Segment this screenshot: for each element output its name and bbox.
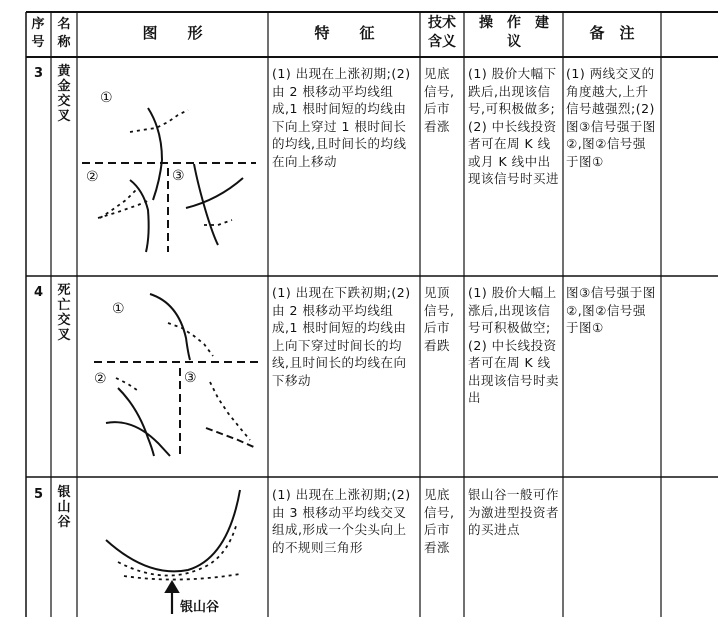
header-operation: 操 作 建 议 xyxy=(479,15,563,50)
silver-valley-diagram xyxy=(78,478,268,618)
row-5-operation: 银山谷一般可作为激进型投资者的买进点 xyxy=(468,487,560,537)
golden-cross-2-extra xyxy=(98,200,150,218)
row-3-seq: 3 xyxy=(34,66,44,81)
header-shape: 图 形 xyxy=(142,24,203,42)
death-cross-3-long-ma xyxy=(206,428,256,448)
death-cross-label-1: ① xyxy=(112,301,125,317)
golden-cross-2-long-ma xyxy=(100,188,138,218)
row-5-seq: 5 xyxy=(34,487,44,502)
row-3-operation: (1) 股价大幅下跌后,出现该信号,可积极做多;(2) 中长线投资者可在周 K 线或月 K 线中出现该信号时买进 xyxy=(468,66,560,186)
row-3-feature: (1) 出现在上涨初期;(2) 由 2 根移动平均线组成,1 根时间短的均线由下向上穿过 1 根时间长的均线,且时间长的均线在向上移动 xyxy=(272,66,411,169)
death-cross-2-long-ma xyxy=(106,422,170,456)
golden-cross-label-3: ③ xyxy=(172,168,185,184)
golden-cross-label-2: ② xyxy=(86,169,99,185)
death-cross-1-short-ma xyxy=(150,294,190,360)
golden-cross-label-1: ① xyxy=(100,90,113,106)
row-5-name: 银山谷 xyxy=(57,485,71,530)
silver-valley-ma-3 xyxy=(124,574,240,580)
header-note: 备 注 xyxy=(589,24,635,42)
death-cross-3-short-ma xyxy=(210,382,250,440)
death-cross-label-3: ③ xyxy=(184,370,197,386)
golden-cross-2-short-ma xyxy=(130,180,149,252)
row-3-meaning: 见底信号,后市看涨 xyxy=(424,66,455,134)
silver-valley-arrow-label: 银山谷 xyxy=(180,600,220,615)
golden-cross-1-long-ma xyxy=(130,110,188,132)
silver-valley-arrow-head xyxy=(166,582,178,592)
row-3-name: 黄金交叉 xyxy=(57,64,71,124)
golden-cross-1-short-ma xyxy=(148,108,162,200)
row-4-seq: 4 xyxy=(34,285,44,300)
death-cross-1-long-ma xyxy=(168,323,213,356)
row-5-meaning: 见底信号,后市看涨 xyxy=(424,487,455,555)
row-5-feature: (1) 出现在上涨初期;(2) 由 3 根移动平均线交叉组成,形成一个尖头向上的不规则三角形 xyxy=(272,487,411,555)
row-4-feature: (1) 出现在下跌初期;(2) 由 2 根移动平均线组成,1 根时间短的均线由上向下穿过时间长的均线,且时间长的均线在向下移动 xyxy=(272,285,411,388)
header-seq: 序号 xyxy=(31,17,45,50)
silver-valley-ma-2 xyxy=(118,526,236,576)
row-4-name: 死亡交叉 xyxy=(57,283,71,343)
row-4-note: 图③信号强于图②,图②信号强于图① xyxy=(566,285,656,335)
golden-cross-3-long-ma xyxy=(186,178,243,208)
header-meaning: 技术含义 xyxy=(428,15,456,50)
row-4-operation: (1) 股价大幅上涨后,出现该信号可积极做空;(2) 中长线投资者可在周 K 线出现该信号时卖出 xyxy=(468,285,560,405)
header-name: 名称 xyxy=(57,17,71,50)
row-4-meaning: 见顶信号,后市看跌 xyxy=(424,285,455,353)
row-3-note: (1) 两线交叉的角度越大,上升信号越强烈;(2) 图③信号强于图②,图②信号强于图① xyxy=(566,66,656,169)
header-feature: 特 征 xyxy=(314,24,375,42)
death-cross-label-2: ② xyxy=(94,371,107,387)
silver-valley-ma-1 xyxy=(106,490,240,571)
